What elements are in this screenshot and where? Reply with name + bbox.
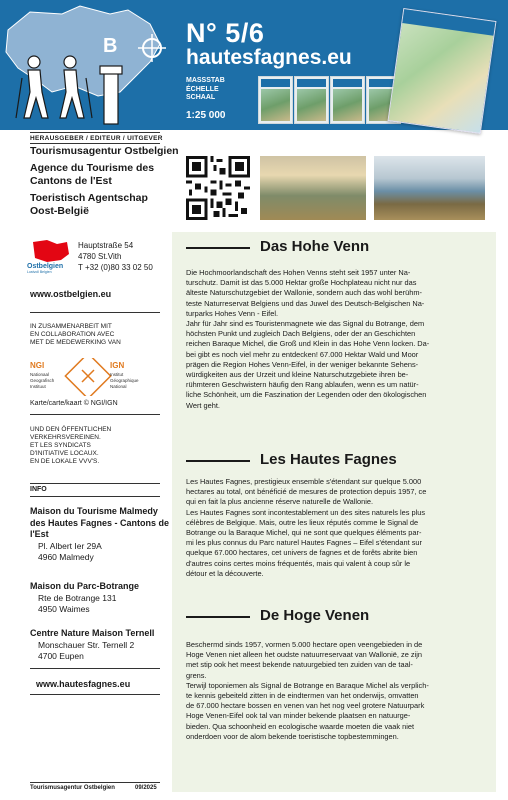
map-credit: Karte/carte/kaart © NGI/IGN bbox=[30, 400, 118, 407]
info-office-botrange: Maison du Parc-Botrange Rte de Botrange 131 4950 Waimes bbox=[30, 581, 140, 614]
info-office-malmedy: Maison du Tourisme Malmedy des Hautes Fagnes - Cantons de l'Est Pl. Albert Ier 29A 4960 Malmedy bbox=[30, 506, 170, 562]
section-heading-de: Das Hohe Venn bbox=[172, 237, 496, 259]
divider bbox=[30, 694, 160, 695]
svg-text:National: National bbox=[110, 384, 127, 389]
svg-text:Lustvoll Belgien: Lustvoll Belgien bbox=[27, 270, 52, 274]
svg-text:NGI: NGI bbox=[30, 361, 45, 370]
publisher-names bbox=[30, 145, 179, 222]
ngi-ign-logo bbox=[30, 358, 150, 396]
section-heading-fr: Les Hautes Fagnes bbox=[172, 450, 496, 472]
scale-labels: MASSSTAB ÉCHELLE SCHAAL bbox=[186, 77, 225, 101]
region-letter: B bbox=[103, 35, 118, 57]
landscape-photo-moor bbox=[260, 156, 366, 220]
map-number: N° 5/6 bbox=[186, 18, 265, 48]
qr-code[interactable] bbox=[186, 156, 250, 220]
site-title: hautesfagnes.eu bbox=[186, 46, 352, 69]
ostbelgien-logo bbox=[27, 238, 73, 274]
publisher-de: Tourismusagentur Ostbelgien bbox=[30, 145, 179, 157]
map-cover-image bbox=[388, 8, 497, 134]
publisher-rule-bottom bbox=[30, 143, 160, 144]
svg-text:IGN: IGN bbox=[110, 361, 125, 370]
divider bbox=[30, 483, 160, 484]
svg-text:Géographique: Géographique bbox=[110, 378, 139, 383]
divider bbox=[30, 414, 160, 415]
svg-text:Ostbelgien: Ostbelgien bbox=[27, 263, 64, 270]
header-band bbox=[0, 0, 508, 130]
info-office-ternell: Centre Nature Maison Ternell Monschauer Str. Ternell 2 4700 Eupen bbox=[30, 628, 155, 661]
publisher-fr: Agence du Tourisme des Cantons de l'Est bbox=[30, 162, 155, 187]
footer-rule bbox=[30, 782, 160, 783]
svg-text:Instituut: Instituut bbox=[30, 384, 46, 389]
publisher-nl: Toeristisch Agentschap Oost-België bbox=[30, 192, 148, 217]
map-thumbnail bbox=[258, 76, 293, 124]
divider bbox=[30, 668, 160, 669]
publisher-rule bbox=[30, 132, 160, 133]
section-text-fr: Les Hautes Fagnes, prestigieux ensemble s'étendant sur quelque 5.000 hectares au total, ont bénéficié de mesures de protection depuis 1957, ce qui en fait la plus ancienne réserve naturelle de Wallonie. Les Hautes Fagnes sont incontestablement un des sites naturels les plus célèbres de Belgique. Mais, outre les lieux réputés comme le Signal de Botrange ou la Baraque Michel, qui ne sont que quelques éléments par- mi les plus connus du Parc naturel Hautes Fagnes – Eifel s'étendant sur quelque 67.000 hectares, cet univers de fagnes et de forêts abrite bien d'autres coins certes moins fréquentés, mais qui valent à coup sûr le détour et la découverte. bbox=[186, 477, 427, 578]
section-text-nl: Beschermd sinds 1957, vormen 5.000 hectare open veengebieden in de Hoge Venen niet alleen het oudste natuurreservaat van Wallonië, ze zijn met stip ook het meest bekende natuurgebied ten zuiden van de taal- grens. Terwijl toponiemen als Signal de Botrange en Baraque Michel als verplich- te kennis gebeiteld zitten in de eindtermen van het onderwijs, omvatten de 67.000 hectare bossen en venen van het nog veel grotere Natuurpark Hoge Venen-Eifel ook tal van minder bekende plaatsen en natuurge- bieden. Qua schoonheid en ecologische waarde moeten die vaak niet onderdoen voor de alom bekende toeristische topbestemmingen. bbox=[186, 640, 429, 741]
hikers-icon bbox=[16, 56, 122, 124]
publisher-address: Hauptstraße 54 4780 St.Vith T +32 (0)80 33 02 50 bbox=[78, 241, 153, 272]
svg-text:Institut: Institut bbox=[110, 372, 124, 377]
map-thumbnail bbox=[294, 76, 329, 124]
landscape-photo-pond bbox=[374, 156, 485, 220]
footer-publisher: Tourismusagentur Ostbelgien bbox=[30, 785, 115, 791]
divider bbox=[30, 496, 160, 497]
cooperation-caption: IN ZUSAMMENARBEIT MIT EN COLLABORATION AVEC MET DE MEDEWERKING VAN bbox=[30, 323, 121, 346]
info-caption: INFO bbox=[30, 486, 47, 493]
footer-date: 09/2025 bbox=[135, 785, 157, 791]
website-link-hautesfagnes[interactable]: www.hautesfagnes.eu bbox=[36, 679, 131, 689]
divider bbox=[30, 312, 160, 313]
region-map-hikers-graphic bbox=[0, 0, 172, 130]
website-link-ostbelgien[interactable]: www.ostbelgien.eu bbox=[30, 289, 112, 299]
scale-value: 1:25 000 bbox=[186, 110, 226, 121]
section-heading-nl: De Hoge Venen bbox=[172, 606, 496, 628]
section-text-de: Die Hochmoorlandschaft des Hohen Venns steht seit 1957 unter Na- turschutz. Damit ist das 5.000 Hektar große Hochplateau nicht nur das älteste Naturschutzgebiet der Wallonie, sondern auch das wohl berühm- teste Naturreservat Belgiens und das Juwel des Deutsch-Belgischen Na- turparks Hohes Venn - Eifel. Jahr für Jahr sind es Touristenmagnete wie das Signal du Botrange, dem höchsten Punkt und zugleich Dach Belgiens, oder der an Geschichten reichen Baraque Michel, die Groß und Klein in das Hohe Venn locken. Da- bei gibt es noch viel mehr zu entdecken! 67.000 Hektar Wald und Moor prägen die Region Hohes Venn-Eifel, in der weniger bekannte Sehens- würdigkeiten aus der Urzeit und kleine Naturschutzgebiete ihren be- rühmteren Geschwistern häufig den Rang ablaufen, wenn es um natür- liche Schönheit, um die Faszination der Legenden oder den ökologischen Wert geht. bbox=[186, 268, 430, 410]
svg-text:Nationaal: Nationaal bbox=[30, 372, 50, 377]
publisher-caption: HERAUSGEBER / EDITEUR / UITGEVER bbox=[30, 135, 163, 142]
associations-caption: UND DEN ÖFFENTLICHEN VERKEHRSVEREINEN. ET LES SYNDICATS D'INITIATIVE LOCAUX. EN DE LOKALE VVV'S. bbox=[30, 426, 112, 465]
description-panel bbox=[172, 232, 496, 792]
compass-rose-icon bbox=[65, 358, 110, 396]
svg-text:Geografisch: Geografisch bbox=[30, 378, 55, 383]
map-thumbnail bbox=[330, 76, 365, 124]
